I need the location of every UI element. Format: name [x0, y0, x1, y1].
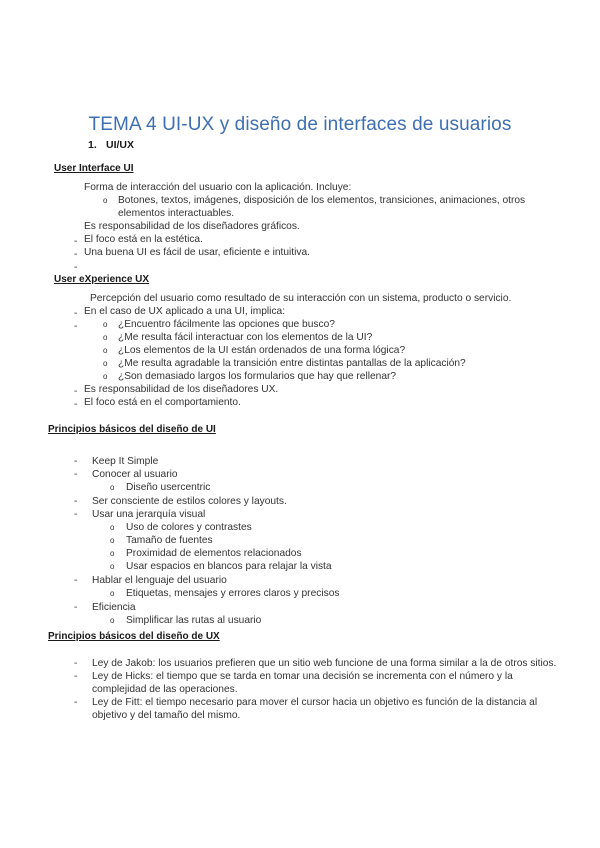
ui-principle: Eficiencia [92, 602, 136, 613]
ux-law-jakob: Ley de Jakob: los usuarios prefieren que un sitio web funcione de una forma similar a la de otros sitios. [92, 658, 557, 669]
dash-bullet-icon: - [74, 509, 78, 520]
ui-elements-text: Botones, textos, imágenes, disposición de los elementos, transiciones, animaciones, otros [118, 195, 526, 206]
ux-question: ¿Me resulta fácil interactuar con los elementos de la UI? [118, 332, 373, 343]
circle-bullet-icon: o [103, 333, 108, 342]
ux-question: ¿Son demasiado largos los formularios que hay que rellenar? [118, 371, 397, 382]
dash-bullet-icon: - [74, 602, 78, 613]
circle-bullet-icon: o [103, 372, 108, 381]
ui-principle: Hablar el lenguaje del usuario [92, 575, 227, 586]
circle-bullet-icon: o [110, 589, 115, 598]
ui-principle: Usar una jerarquía visual [92, 509, 206, 520]
circle-bullet-icon: o [110, 562, 115, 571]
dash-bullet-icon: - [74, 262, 78, 273]
dash-bullet-icon: - [74, 399, 78, 410]
ui-principle-sub: Usar espacios en blancos para relajar la vista [126, 561, 332, 572]
dash-bullet-icon: - [74, 236, 78, 247]
ux-law-fitt: Ley de Fitt: el tiempo necesario para mover el cursor hacia un objetivo es función de la distancia al [92, 697, 538, 708]
circle-bullet-icon: o [103, 196, 108, 205]
circle-bullet-icon: o [103, 320, 108, 329]
dash-bullet-icon: - [74, 496, 78, 507]
ux-law-fitt-cont: objetivo y del tamaño del mismo. [92, 710, 241, 721]
circle-bullet-icon: o [103, 346, 108, 355]
ux-question: ¿Encuentro fácilmente las opciones que busco? [118, 319, 335, 330]
ui-principles-heading: Principios básicos del diseño de UI [48, 424, 216, 435]
ui-good: Una buena UI es fácil de usar, eficiente e intuitiva. [84, 247, 310, 258]
ux-question: ¿Los elementos de la UI están ordenados de una forma lógica? [118, 345, 406, 356]
ui-principle-sub: Proximidad de elementos relacionados [126, 548, 302, 559]
dash-bullet-icon: - [74, 697, 78, 708]
ui-principle-sub: Diseño usercentric [126, 482, 211, 493]
dash-bullet-icon: - [74, 249, 78, 260]
circle-bullet-icon: o [110, 616, 115, 625]
dash-bullet-icon: - [74, 308, 78, 319]
dash-bullet-icon: - [74, 386, 78, 397]
ux-focus: El foco está en el comportamiento. [84, 397, 241, 408]
dash-bullet-icon: - [74, 658, 78, 669]
circle-bullet-icon: o [103, 359, 108, 368]
ui-responsibility: Es responsabilidad de los diseñadores gráficos. [84, 221, 300, 232]
section-number: 1. [88, 139, 97, 151]
ui-principle-sub: Simplificar las rutas al usuario [126, 615, 262, 626]
ux-law-hicks-cont: complejidad de las operaciones. [92, 684, 238, 695]
dash-bullet-icon: - [74, 321, 78, 332]
ui-principle: Keep It Simple [92, 456, 159, 467]
ui-elements-text-cont: elementos interactuables. [118, 208, 235, 219]
circle-bullet-icon: o [110, 536, 115, 545]
ui-principle-sub: Etiquetas, mensajes y errores claros y precisos [126, 588, 340, 599]
dash-bullet-icon: - [74, 671, 78, 682]
circle-bullet-icon: o [110, 523, 115, 532]
ux-law-hicks: Ley de Hicks: el tiempo que se tarda en tomar una decisión se incrementa con el número y la [92, 671, 513, 682]
ux-responsibility: Es responsabilidad de los diseñadores UX. [84, 384, 279, 395]
ux-definition: Percepción del usuario como resultado de su interacción con un sistema, producto o servicio. [90, 293, 512, 304]
ui-focus: El foco está en la estética. [84, 234, 203, 245]
ux-heading: User eXperience UX [54, 274, 150, 285]
circle-bullet-icon: o [110, 483, 115, 492]
ui-principle: Conocer al usuario [92, 469, 178, 480]
ui-principle: Ser consciente de estilos colores y layouts. [92, 496, 287, 507]
dash-bullet-icon: - [74, 456, 78, 467]
ux-question: ¿Me resulta agradable la transición entre distintas pantallas de la aplicación? [118, 358, 466, 369]
dash-bullet-icon: - [74, 469, 78, 480]
ux-applied: En el caso de UX aplicado a una UI, implica: [84, 306, 286, 317]
document-title: TEMA 4 UI-UX y diseño de interfaces de usuarios [88, 114, 512, 135]
ui-principle-sub: Tamaño de fuentes [126, 535, 213, 546]
ux-principles-heading: Principios básicos del diseño de UX [48, 631, 220, 642]
circle-bullet-icon: o [110, 549, 115, 558]
dash-bullet-icon: - [74, 575, 78, 586]
section-heading: UI/UX [106, 139, 135, 151]
ui-definition: Forma de interacción del usuario con la aplicación. Incluye: [84, 182, 352, 193]
ui-heading: User Interface UI [54, 163, 134, 174]
ui-principle-sub: Uso de colores y contrastes [126, 522, 252, 533]
